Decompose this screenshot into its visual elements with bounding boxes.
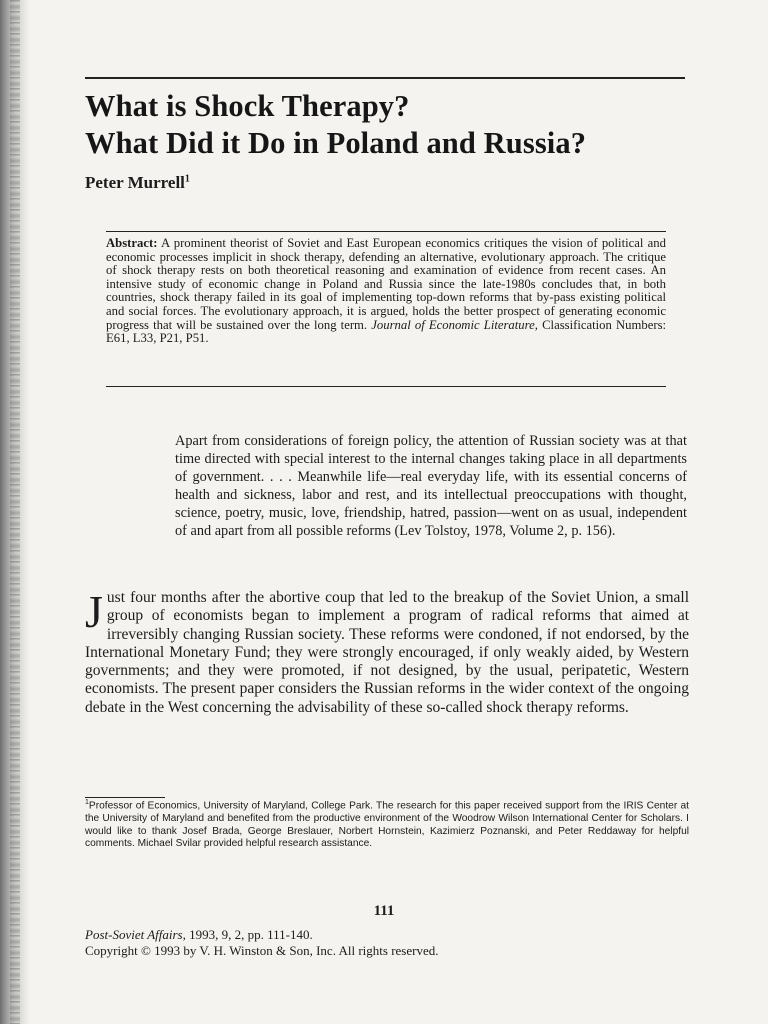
article-title: [85, 88, 705, 162]
citation: [85, 927, 439, 959]
citation-details: 1993, 9, 2, pp. 111-140.: [189, 927, 313, 942]
footnote: [85, 797, 689, 851]
citation-line: [85, 927, 439, 943]
title-line-1: What is Shock Therapy?: [85, 89, 410, 123]
body-text: ust four months after the abortive coup that led to the breakup of the Soviet Union, a small group of economists began to implement a program of radical reforms that aimed at irreversibly changing Russian society. These reforms were condoned, if not endorsed, by the International Monetary Fund; they were strongly encouraged, if only weakly aided, by Western governments; and they were promoted, if not designed, by the usual, peripatetic, Western economists. The present paper considers the Russian reforms in the wider context of the ongoing debate in the West concerning the advisability of these so-called shock therapy reforms.: [85, 589, 689, 716]
abstract-text: A prominent theorist of Soviet and East European economics critiques the vision of political and economic processes implicit in shock therapy, defending an alternative, evolutionary approach. The critique of shock therapy rests on both theoretical reasoning and examination of evidence from recent cases. An intensive study of economic change in Poland and Russia since the late-1980s concludes that, in both countries, shock therapy failed in its goal of implementing top-down reforms that by-pass existing political and social forces. The evolutionary approach, it is argued, holds the better prospect of generating economic progress that will be sustained over the long term.: [106, 236, 666, 332]
jel-label: Journal of Economic Literature,: [371, 317, 538, 332]
abstract: [106, 237, 666, 346]
author-footnote-mark: 1: [184, 173, 190, 185]
page-number: 111: [373, 903, 395, 919]
epigraph-quote: Apart from considerations of foreign policy, the attention of Russian society was at that time directed with special interest to the internal changes taking place in all departments of government. . . . Meanwhile life—real everyday life, with its essential concerns of health and sickness, labor and rest, and its intellectual preoccupations with thought, science, poetry, music, love, friendship, hatred, passion—went on as usual, independent of and apart from all possible reforms (Lev Tolstoy, 1978, Volume 2, p. 156).: [175, 433, 687, 540]
drop-cap: J: [85, 586, 103, 637]
title-line-2: What Did it Do in Poland and Russia?: [85, 126, 587, 160]
jel-codes: Classification Numbers: E61, L33, P21, P51.: [106, 317, 667, 346]
author-name: Peter Murrell: [85, 173, 185, 192]
footnote-text: Professor of Economics, University of Maryland, College Park. The research for this paper received support from the IRIS Center at the University of Maryland and benefited from the productive environment of the Woodrow Wilson International Center for Scholars. I would like to thank Josef Brada, George Breslauer, Norbert Hornstein, Kazimierz Poznanski, and Peter Reddaway for helpful comments. Michael Svilar provided helpful research assistance.: [85, 800, 689, 850]
journal-name: Post-Soviet Affairs,: [85, 927, 186, 942]
abstract-bottom-rule: [106, 386, 666, 387]
page-binding-shadow: [0, 0, 30, 1024]
author-byline: [85, 173, 190, 193]
footnote-mark: 1: [85, 799, 89, 806]
copyright-line: Copyright © 1993 by V. H. Winston & Son, Inc. All rights reserved.: [85, 943, 439, 958]
binding-texture: [10, 0, 20, 1024]
title-top-rule: [85, 77, 685, 79]
abstract-label: Abstract:: [106, 236, 158, 250]
body-paragraph: [85, 586, 689, 717]
abstract-top-rule: [106, 231, 666, 232]
